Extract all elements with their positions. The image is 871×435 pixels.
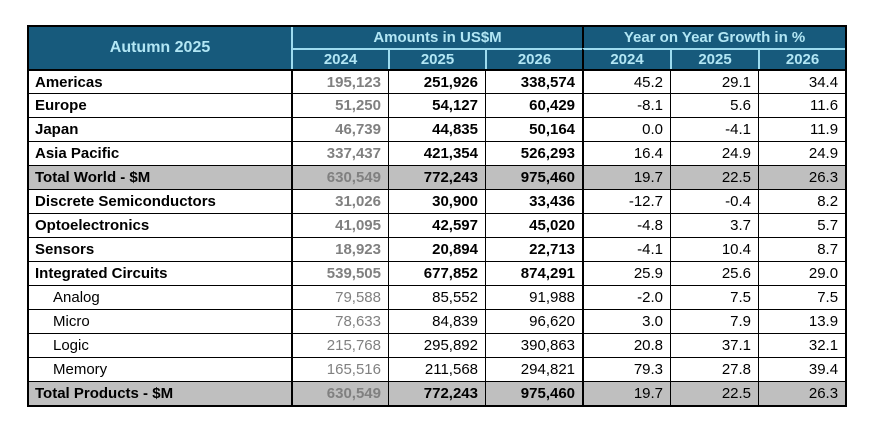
growth-cell: -4.1 bbox=[582, 237, 670, 261]
growth-cell: -12.7 bbox=[582, 189, 670, 213]
row-label: Integrated Circuits bbox=[29, 261, 291, 285]
table-row bbox=[29, 93, 845, 117]
amount-cell: 44,835 bbox=[388, 117, 485, 141]
amount-cell: 54,127 bbox=[388, 93, 485, 117]
amount-cell: 18,923 bbox=[291, 237, 388, 261]
growth-cell: 32.1 bbox=[758, 333, 845, 357]
growth-cell: 39.4 bbox=[758, 357, 845, 381]
table-row bbox=[29, 141, 845, 165]
row-label: Analog bbox=[29, 285, 291, 309]
growth-cell: 11.6 bbox=[758, 93, 845, 117]
table-row bbox=[29, 69, 845, 93]
amount-cell: 60,429 bbox=[485, 93, 582, 117]
amount-cell: 215,768 bbox=[291, 333, 388, 357]
amount-cell: 539,505 bbox=[291, 261, 388, 285]
row-label: Micro bbox=[29, 309, 291, 333]
amount-cell: 874,291 bbox=[485, 261, 582, 285]
amount-cell: 772,243 bbox=[388, 165, 485, 189]
table-row bbox=[29, 189, 845, 213]
growth-cell: 34.4 bbox=[758, 69, 845, 93]
amount-cell: 337,437 bbox=[291, 141, 388, 165]
amount-cell: 338,574 bbox=[485, 69, 582, 93]
row-label: Optoelectronics bbox=[29, 213, 291, 237]
row-label: Memory bbox=[29, 357, 291, 381]
row-label: Discrete Semiconductors bbox=[29, 189, 291, 213]
amount-cell: 772,243 bbox=[388, 381, 485, 405]
amounts-year-2024: 2024 bbox=[291, 48, 388, 69]
amount-cell: 20,894 bbox=[388, 237, 485, 261]
amounts-year-2026: 2026 bbox=[485, 48, 582, 69]
amount-cell: 390,863 bbox=[485, 333, 582, 357]
growth-year-2026: 2026 bbox=[758, 48, 845, 69]
row-label: Asia Pacific bbox=[29, 141, 291, 165]
amount-cell: 22,713 bbox=[485, 237, 582, 261]
amount-cell: 251,926 bbox=[388, 69, 485, 93]
amount-cell: 195,123 bbox=[291, 69, 388, 93]
growth-cell: 29.0 bbox=[758, 261, 845, 285]
amount-cell: 42,597 bbox=[388, 213, 485, 237]
amount-cell: 526,293 bbox=[485, 141, 582, 165]
amount-cell: 46,739 bbox=[291, 117, 388, 141]
growth-cell: -8.1 bbox=[582, 93, 670, 117]
growth-year-2025: 2025 bbox=[670, 48, 758, 69]
row-label: Japan bbox=[29, 117, 291, 141]
header-group-row bbox=[29, 27, 845, 48]
growth-cell: 19.7 bbox=[582, 165, 670, 189]
table-row bbox=[29, 165, 845, 189]
amount-cell: 30,900 bbox=[388, 189, 485, 213]
table-row bbox=[29, 285, 845, 309]
amount-cell: 295,892 bbox=[388, 333, 485, 357]
growth-cell: 7.5 bbox=[670, 285, 758, 309]
row-label: Europe bbox=[29, 93, 291, 117]
growth-cell: 7.9 bbox=[670, 309, 758, 333]
forecast-table bbox=[29, 27, 845, 405]
growth-cell: 0.0 bbox=[582, 117, 670, 141]
growth-cell: 26.3 bbox=[758, 381, 845, 405]
growth-cell: 22.5 bbox=[670, 381, 758, 405]
growth-cell: 20.8 bbox=[582, 333, 670, 357]
growth-cell: -2.0 bbox=[582, 285, 670, 309]
amount-cell: 50,164 bbox=[485, 117, 582, 141]
growth-cell: -4.8 bbox=[582, 213, 670, 237]
table-row bbox=[29, 261, 845, 285]
growth-cell: 3.7 bbox=[670, 213, 758, 237]
row-label: Total World - $M bbox=[29, 165, 291, 189]
amount-cell: 421,354 bbox=[388, 141, 485, 165]
amount-cell: 79,588 bbox=[291, 285, 388, 309]
row-label: Total Products - $M bbox=[29, 381, 291, 405]
amount-cell: 677,852 bbox=[388, 261, 485, 285]
growth-cell: 24.9 bbox=[670, 141, 758, 165]
growth-cell: 22.5 bbox=[670, 165, 758, 189]
growth-cell: 24.9 bbox=[758, 141, 845, 165]
table-body bbox=[29, 69, 845, 405]
amount-cell: 91,988 bbox=[485, 285, 582, 309]
table-row bbox=[29, 381, 845, 405]
amount-cell: 211,568 bbox=[388, 357, 485, 381]
amounts-year-2025: 2025 bbox=[388, 48, 485, 69]
table-row bbox=[29, 333, 845, 357]
growth-cell: 45.2 bbox=[582, 69, 670, 93]
growth-cell: 11.9 bbox=[758, 117, 845, 141]
amount-cell: 78,633 bbox=[291, 309, 388, 333]
amount-cell: 294,821 bbox=[485, 357, 582, 381]
table-row bbox=[29, 357, 845, 381]
growth-group-header: Year on Year Growth in % bbox=[582, 27, 845, 48]
growth-cell: 8.2 bbox=[758, 189, 845, 213]
growth-cell: 79.3 bbox=[582, 357, 670, 381]
row-label: Americas bbox=[29, 69, 291, 93]
table-row bbox=[29, 213, 845, 237]
amount-cell: 33,436 bbox=[485, 189, 582, 213]
amount-cell: 85,552 bbox=[388, 285, 485, 309]
growth-cell: 19.7 bbox=[582, 381, 670, 405]
amount-cell: 45,020 bbox=[485, 213, 582, 237]
growth-cell: 37.1 bbox=[670, 333, 758, 357]
amounts-group-header: Amounts in US$M bbox=[291, 27, 582, 48]
growth-cell: 25.6 bbox=[670, 261, 758, 285]
amount-cell: 975,460 bbox=[485, 381, 582, 405]
growth-cell: -4.1 bbox=[670, 117, 758, 141]
growth-cell: 7.5 bbox=[758, 285, 845, 309]
amount-cell: 96,620 bbox=[485, 309, 582, 333]
growth-cell: 8.7 bbox=[758, 237, 845, 261]
amount-cell: 51,250 bbox=[291, 93, 388, 117]
growth-cell: 5.6 bbox=[670, 93, 758, 117]
table-row bbox=[29, 237, 845, 261]
row-label: Sensors bbox=[29, 237, 291, 261]
growth-cell: 29.1 bbox=[670, 69, 758, 93]
amount-cell: 630,549 bbox=[291, 165, 388, 189]
amount-cell: 165,516 bbox=[291, 357, 388, 381]
growth-cell: 3.0 bbox=[582, 309, 670, 333]
growth-cell: -0.4 bbox=[670, 189, 758, 213]
growth-year-2024: 2024 bbox=[582, 48, 670, 69]
table-row bbox=[29, 117, 845, 141]
growth-cell: 10.4 bbox=[670, 237, 758, 261]
forecast-table-wrapper bbox=[27, 25, 847, 407]
growth-cell: 27.8 bbox=[670, 357, 758, 381]
amount-cell: 31,026 bbox=[291, 189, 388, 213]
row-label: Logic bbox=[29, 333, 291, 357]
amount-cell: 630,549 bbox=[291, 381, 388, 405]
table-title: Autumn 2025 bbox=[29, 27, 291, 69]
table-row bbox=[29, 309, 845, 333]
amount-cell: 975,460 bbox=[485, 165, 582, 189]
growth-cell: 16.4 bbox=[582, 141, 670, 165]
amount-cell: 84,839 bbox=[388, 309, 485, 333]
table-header bbox=[29, 27, 845, 69]
growth-cell: 25.9 bbox=[582, 261, 670, 285]
amount-cell: 41,095 bbox=[291, 213, 388, 237]
growth-cell: 5.7 bbox=[758, 213, 845, 237]
growth-cell: 13.9 bbox=[758, 309, 845, 333]
growth-cell: 26.3 bbox=[758, 165, 845, 189]
